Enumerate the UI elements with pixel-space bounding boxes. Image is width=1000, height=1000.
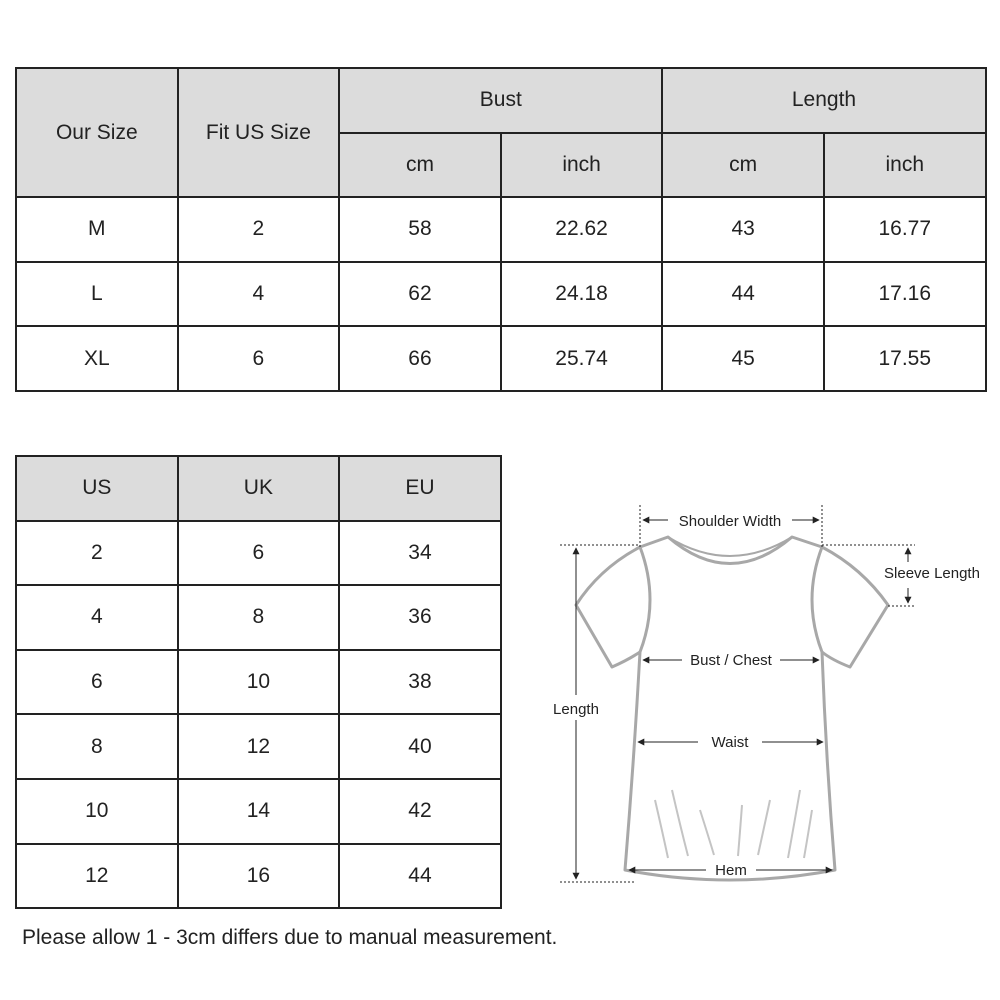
bust-chest-label: Bust / Chest — [690, 652, 772, 669]
table-row — [16, 650, 501, 715]
cell-length-inch: 17.16 — [824, 262, 986, 327]
table-row — [16, 521, 501, 586]
header-length-cm: cm — [662, 133, 824, 198]
cell-eu: 40 — [339, 714, 501, 779]
header-our-size: Our Size — [16, 68, 178, 197]
cell-bust-cm: 66 — [339, 326, 501, 391]
header-length-inch: inch — [824, 133, 986, 198]
tshirt-measurement-diagram — [540, 500, 1000, 900]
cell-uk: 10 — [178, 650, 340, 715]
cell-uk: 16 — [178, 844, 340, 909]
table-row — [16, 714, 501, 779]
header-bust-inch: inch — [501, 133, 663, 198]
table-row — [16, 262, 986, 327]
sleeve-seam-left — [640, 547, 650, 652]
cell-size: XL — [16, 326, 178, 391]
cell-uk: 14 — [178, 779, 340, 844]
cell-us: 2 — [16, 521, 178, 586]
cell-bust-inch: 24.18 — [501, 262, 663, 327]
cell-us: 12 — [16, 844, 178, 909]
cell-length-inch: 16.77 — [824, 197, 986, 262]
table-row — [16, 779, 501, 844]
cell-bust-cm: 62 — [339, 262, 501, 327]
cell-bust-inch: 25.74 — [501, 326, 663, 391]
table-row — [16, 326, 986, 391]
cell-uk: 12 — [178, 714, 340, 779]
header-us: US — [16, 456, 178, 521]
neckline-inner — [668, 537, 792, 556]
cell-uk: 6 — [178, 521, 340, 586]
cell-us: 10 — [16, 779, 178, 844]
table-row — [16, 585, 501, 650]
cell-length-cm: 44 — [662, 262, 824, 327]
cell-size: M — [16, 197, 178, 262]
cell-eu: 44 — [339, 844, 501, 909]
cell-us: 8 — [16, 714, 178, 779]
header-bust-cm: cm — [339, 133, 501, 198]
header-fit-us-size: Fit US Size — [178, 68, 340, 197]
shoulder-width-label: Shoulder Width — [678, 513, 782, 530]
cell-uk: 8 — [178, 585, 340, 650]
size-conversion-table — [15, 455, 502, 909]
cell-bust-inch: 22.62 — [501, 197, 663, 262]
sleeve-length-label: Sleeve Length — [884, 565, 980, 582]
cell-us-size: 2 — [178, 197, 340, 262]
table-row — [16, 844, 501, 909]
tshirt-outline — [576, 537, 888, 880]
table-row — [16, 197, 986, 262]
header-eu: EU — [339, 456, 501, 521]
sleeve-seam-right — [812, 547, 822, 652]
cell-eu: 34 — [339, 521, 501, 586]
cell-length-inch: 17.55 — [824, 326, 986, 391]
header-length: Length — [662, 68, 985, 133]
measurement-note: Please allow 1 - 3cm differs due to manual measurement. — [22, 926, 558, 949]
size-table — [15, 67, 987, 392]
waist-label: Waist — [711, 734, 749, 751]
cell-eu: 38 — [339, 650, 501, 715]
cell-us: 6 — [16, 650, 178, 715]
header-bust: Bust — [339, 68, 662, 133]
cell-length-cm: 43 — [662, 197, 824, 262]
cell-bust-cm: 58 — [339, 197, 501, 262]
cell-size: L — [16, 262, 178, 327]
fabric-folds — [655, 790, 812, 858]
length-label: Length — [553, 701, 599, 718]
cell-eu: 42 — [339, 779, 501, 844]
hem-label: Hem — [715, 862, 747, 879]
cell-us-size: 4 — [178, 262, 340, 327]
header-uk: UK — [178, 456, 340, 521]
cell-us: 4 — [16, 585, 178, 650]
cell-us-size: 6 — [178, 326, 340, 391]
cell-length-cm: 45 — [662, 326, 824, 391]
cell-eu: 36 — [339, 585, 501, 650]
